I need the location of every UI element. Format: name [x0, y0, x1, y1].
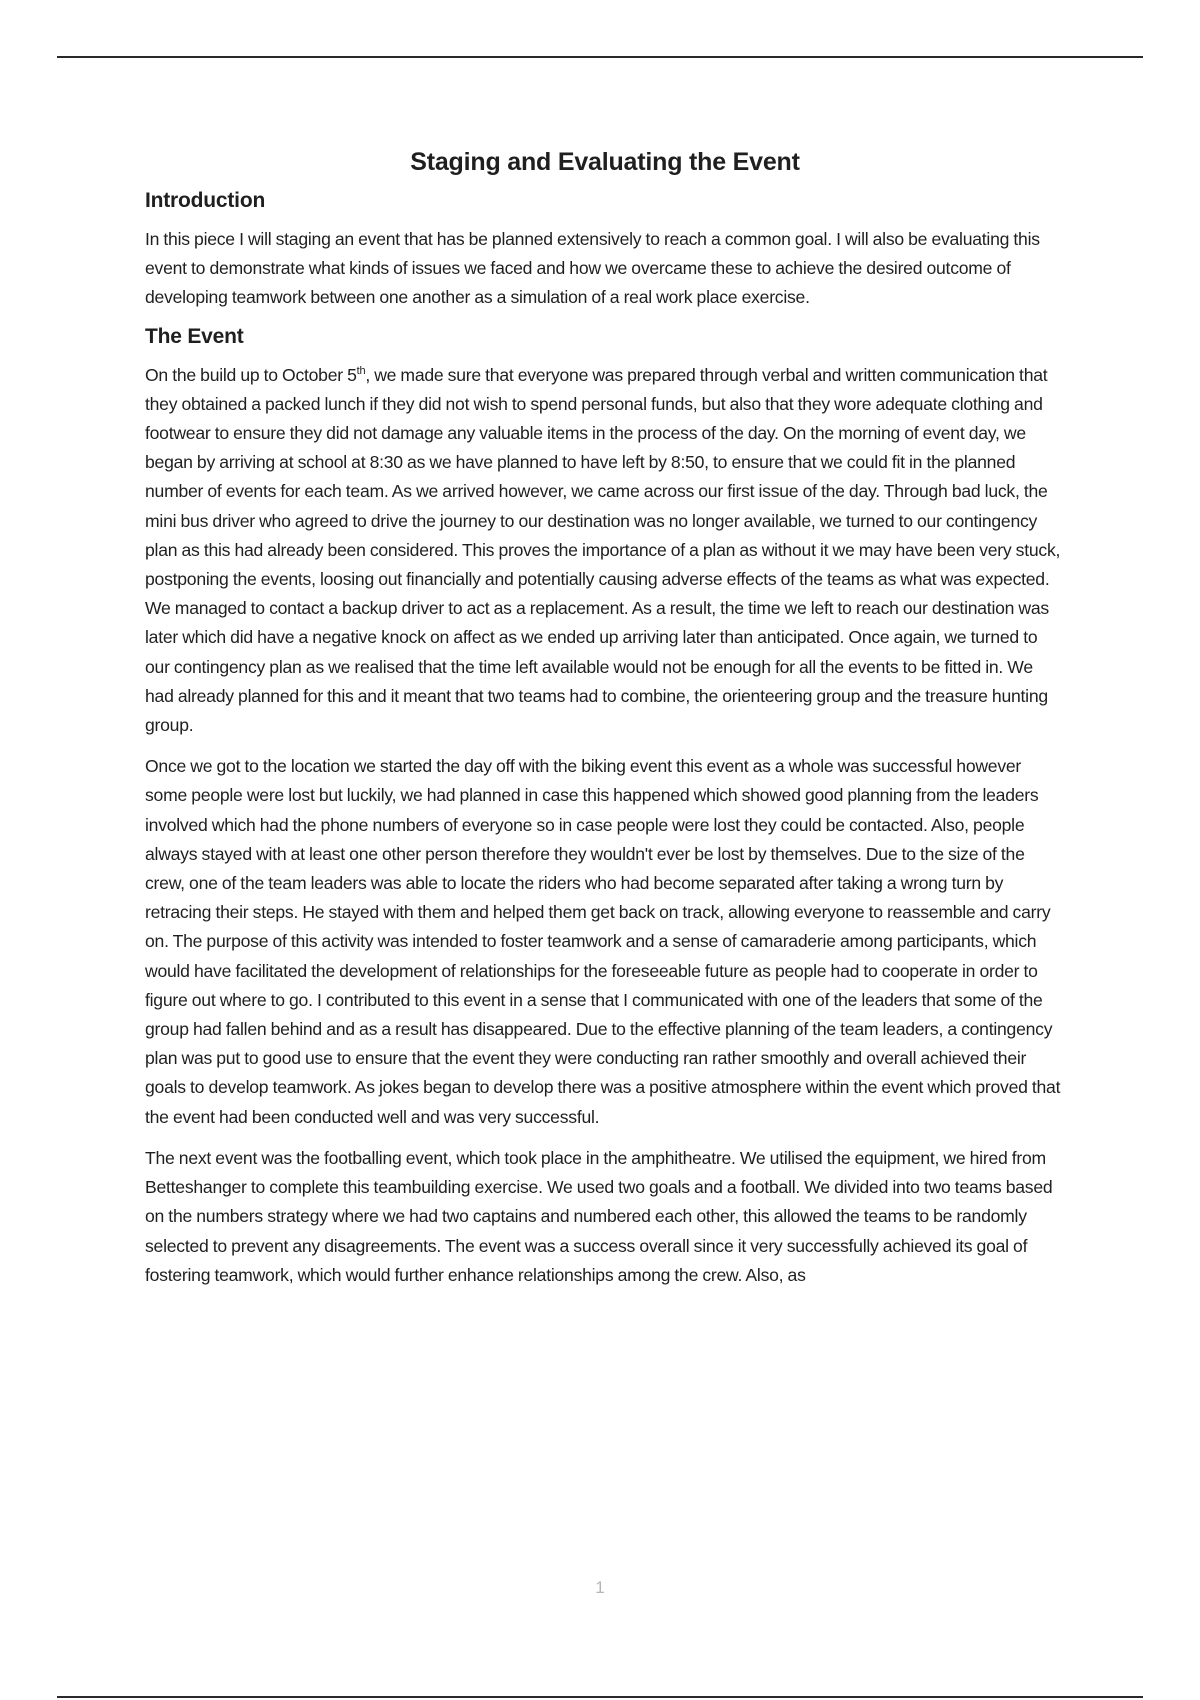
introduction-paragraph: In this piece I will staging an event that has be planned extensively to reach a common goal. I will also be evaluating this event to demonstrate what kinds of issues we faced and how we overcame these to achieve the desired outcome of developing teamwork between one another as a simulation of a real work place exercise. [145, 229, 1040, 308]
event-paragraph-3: The next event was the footballing event, which took place in the amphitheatre. We utilised the equipment, we hired from Betteshanger to complete this teambuilding exercise. We used two goals and a football. We divided into two teams based on the numbers strategy where we had two captains and numbered each other, this allowed the teams to be randomly selected to prevent any disagreements. The event was a success overall since it very successfully achieved its goal of fostering teamwork, which would further enhance relationships among the crew. Also, as [145, 1147, 1053, 1285]
event-paragraph-1-start: On the build up to October 5 [145, 364, 357, 385]
page-title: Staging and Evaluating the Event [410, 148, 800, 176]
footer-rule [57, 1696, 1143, 1698]
event-paragraph-1 [145, 361, 1065, 741]
event-paragraph-1-rest: , we made sure that everyone was prepared through verbal and written communication that they obtained a packed lunch if they did not wish to spend personal funds, but also that they wore adequate clothing and footwear to ensure they did not damage any valuable items in the process of the day. On the morning of event day, we began by arriving at school at 8:30 as we have planned to have left by 8:50, to ensure that we could fit in the planned number of events for each team. As we arrived however, we came across our first issue of the day. Through bad luck, the mini bus driver who agreed to drive the journey to our destination was no longer available, we turned to our contingency plan as this had already been considered. This proves the importance of a plan as without it we may have been very stuck, postponing the events, loosing out financially and potentially causing adverse effects of the teams as what was expected. We managed to contact a backup driver to act as a replacement. As a result, the time we left to reach our destination was later which did have a negative knock on affect as we ended up arriving later than anticipated. Once again, we turned to our contingency plan as we realised that the time left available would not be enough for all the events to be fitted in. We had already planned for this and it meant that two teams had to combine, the orienteering group and the treasure hunting group. [145, 364, 1061, 736]
page-number: 1 [595, 1578, 605, 1597]
header-rule [57, 56, 1143, 58]
ordinal-suffix: th [356, 364, 366, 377]
section-heading-introduction: Introduction [145, 189, 266, 212]
event-paragraph-2: Once we got to the location we started the day off with the biking event this event as a whole was successful however some people were lost but luckily, we had planned in case this happened which showed good planning from the leaders involved which had the phone numbers of everyone so in case people were lost they could be contacted. Also, people always stayed with at least one other person therefore they wouldn't ever be lost by themselves. Due to the size of the crew, one of the team leaders was able to locate the riders who had become separated after taking a wrong turn by retracing their steps. He stayed with them and helped them get back on track, allowing everyone to reassemble and carry on. The purpose of this activity was intended to foster teamwork and a sense of camaraderie among participants, which would have facilitated the development of relationships for the foreseeable future as people had to cooperate in order to figure out where to go. I contributed to this event in a sense that I communicated with one of the leaders that some of the group had fallen behind and as a result has disappeared. Due to the effective planning of the team leaders, a contingency plan was put to good use to ensure that the event they were conducting ran rather smoothly and overall achieved their goals to develop teamwork. As jokes began to develop there was a positive atmosphere within the event which proved that the event had been conducted well and was very successful. [145, 756, 1061, 1127]
document-body [145, 138, 1065, 1302]
section-heading-the-event: The Event [145, 324, 244, 348]
